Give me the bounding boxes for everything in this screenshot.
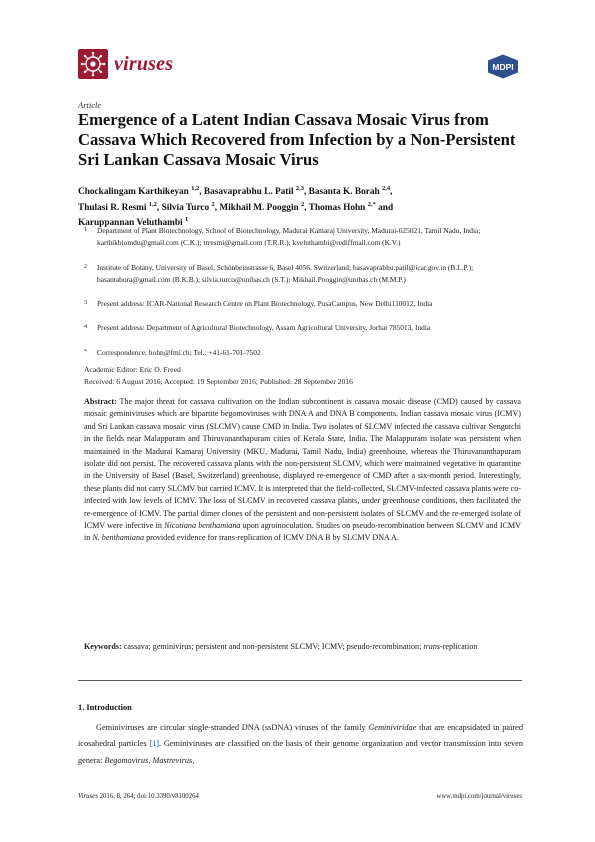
footer-citation: Viruses 2016, 8, 264; doi:10.3390/v8100264 xyxy=(78,793,199,800)
affiliation xyxy=(84,225,524,261)
author[interactable]: Thomas Hohn $^{2,*}$ xyxy=(308,200,376,213)
author[interactable]: Basavaprabhu L. Patil $^{2,3}$ xyxy=(203,185,305,198)
affiliation xyxy=(84,322,524,346)
section-divider xyxy=(78,680,522,681)
mdpi-logo-icon[interactable] xyxy=(487,54,519,79)
virus-logo-icon xyxy=(78,49,108,79)
section-heading: 1. Introduction xyxy=(78,703,132,712)
author[interactable]: Mikhail M. Pooggin $^2$ xyxy=(219,200,305,213)
correspondence xyxy=(84,347,524,359)
article-title: Emergence of a Latent Indian Cassava Mosaic Virus from Cassava Which Recovered from Infection by a Non-Persistent Sri Lankan Cassava Mosaic Virus xyxy=(78,110,516,169)
affiliation-marker: * xyxy=(84,349,87,355)
affiliation-marker: 4 xyxy=(84,324,87,330)
abstract-label: Abstract: xyxy=(84,397,117,406)
affiliation-marker: 3 xyxy=(84,300,87,306)
author-list xyxy=(78,183,528,230)
author-line-2: Thulasi R. Resmi $^{1,2}$, Silvia Turco $^2$, Mikhail M. Pooggin $^2$, Thomas Hohn $^{2,*}$ and xyxy=(78,200,394,213)
article-type: Article xyxy=(78,100,102,110)
author[interactable]: Karuppannan Veluthambi $^1$ xyxy=(78,216,189,229)
affiliation-marker: 2 xyxy=(84,264,87,270)
author[interactable]: Thulasi R. Resmi $^{1,2}$ xyxy=(78,200,157,213)
citation-link[interactable]: [1] xyxy=(149,739,160,749)
author[interactable]: Chockalingam Karthikeyan $^{1,2}$ xyxy=(78,185,200,198)
author[interactable]: Basanta K. Borah $^{2,4}$ xyxy=(308,185,391,198)
publication-dates: Received: 6 August 2016; Accepted: 19 September 2016; Published: 28 September 2016 xyxy=(84,377,353,386)
keywords: Keywords: cassava; geminivirus; persistent and non-persistent SLCMV; ICMV; pseudo-recombination; trans-replication xyxy=(84,642,478,651)
keywords-text: cassava; geminivirus; persistent and non-persistent SLCMV; ICMV; pseudo-recombination; xyxy=(123,642,422,651)
academic-editor: Academic Editor: Eric O. Freed xyxy=(84,365,181,374)
keywords-label: Keywords: xyxy=(84,642,122,651)
author[interactable]: Silvia Turco $^2$ xyxy=(161,200,215,213)
journal-name[interactable]: viruses xyxy=(114,53,174,75)
affiliation-marker: 1 xyxy=(84,227,87,233)
abstract: Abstract: The major threat for cassava cultivation on the Indian subcontinent is cassava mosaic disease (CMD) caused by cassava mosaic geminiviruses which are bipartite begomoviruses with DNA A and DNA B components. Indian cassava mosaic virus (ICMV) and Sri Lankan cassava mosaic virus (SLCMV) cause CMD in India. Two isolates of SLCMV infected the cassava cultivar Sengutchi in the fields near Malappuram and Thiruvananthapuram cities of Kerala State, India. The Malappuram isolate was persistent when maintained in the Madurai Kamaraj University (MKU, Madurai, Tamil Nadu, India) greenhouse, whereas the Thiruvananthapuram isolate did not persist. The recovered cassava plants with the non-persistent SLCMV, which were maintained vegetative in quarantine in the University of Basel (Basel, Switzerland) greenhouse, displayed re-emergence of CMD after a six-month period. Interestingly, these plants did not carry SLCMV but carried ICMV. It is interpreted that the field-collected, SLCMV-infected cassava plants were co-infected with low levels of ICMV. The loss of SLCMV in recovered cassava plants, under greenhouse conditions, then facilitated the re-emergence of ICMV. The partial dimer clones of the persistent and non-persistent isolates of SLCMV and the re-emerged isolate of ICMV were infective in Nicotiana benthamiana upon agroinoculation. Studies on pseudo-recombination between SLCMV and ICMV in N. benthamiana provided evidence for trans-replication of ICMV DNA B by SLCMV DNA A. xyxy=(84,397,521,543)
author-line-1: Chockalingam Karthikeyan $^{1,2}$, Basavaprabhu L. Patil $^{2,3}$, Basanta K. Borah $^{2,4}$, xyxy=(78,185,393,198)
mdpi-logo-text: MDPI xyxy=(492,62,514,72)
affiliation-text: Present address: ICAR-National Research Centre on Plant Biotechnology, PusaCampus, New Delhi110012, India xyxy=(97,299,433,308)
footer-journal-url[interactable]: www.mdpi.com/journal/viruses xyxy=(436,793,522,800)
correspondence-text[interactable]: Correspondence: hohn@fmi.ch; Tel.: +41-61-701-7502 xyxy=(97,348,261,357)
affiliation-text: Institute of Botany, University of Basel, Schönbeinstrasse 6, Basel 4056, Switzerland; basavaprabhu.patil@icar.gov.in (B.L.P.); basantabora@gmail.com (B.K.B.); silvia.turco@unibas.ch (S.T.); Mikhail.Pooggin@unibas.ch (M.M.P.) xyxy=(97,263,474,284)
affiliation xyxy=(84,298,524,322)
introduction-paragraph: Geminiviruses are circular single-stranded DNA (ssDNA) viruses of the family Geminiviridae that are encapsidated in paired icosahedral particles [1]. Geminiviruses are classified on the basis of their genome organization and vector transmission into seven genera: Begomovirus, Mastrevirus, xyxy=(78,723,524,765)
affiliation-text: Present address: Department of Agricultural Biotechnology, Assam Agricultural University, Jorhat 785013, India xyxy=(97,323,431,332)
affiliation xyxy=(84,262,524,298)
affiliation-text: Department of Plant Biotechnology, School of Biotechnology, Madurai Kamaraj University, Madurai-625021, Tamil Nadu, India; karthikbiomdu@gmail.com (C.K.); trresmi@gmail.com (T.R.R.); kveluthambi@rediffmail.com (K.V.) xyxy=(97,226,481,247)
abstract-text: The major threat for cassava cultivation on the Indian subcontinent is cassava mosaic disease (CMD) caused by cassava mosaic geminiviruses which are bipartite begomoviruses with DNA A and DNA B components. Indian cassava mosaic virus (ICMV) and Sri Lankan cassava mosaic virus (SLCMV) cause CMD in India. Two isolates of SLCMV infected the cassava cultivar Sengutchi in the fields near Malappuram and Thiruvananthapuram cities of Kerala State, India. The Malappuram isolate was persistent when maintained in the Madurai Kamaraj University (MKU, Madurai, Tamil Nadu, India) greenhouse, whereas the Thiruvananthapuram isolate did not persist. The recovered cassava plants with the non-persistent SLCMV, which were maintained vegetative in quarantine in the University of Basel (Basel, Switzerland) greenhouse, displayed re-emergence of CMD after a six-month period. Interestingly, these plants did not carry SLCMV but carried ICMV. It is interpreted that the field-collected, SLCMV-infected cassava plants were co-infected with low levels of ICMV. The loss of SLCMV in recovered cassava plants, under greenhouse conditions, then facilitated the re-emergence of ICMV. The partial dimer clones of the persistent and non-persistent isolates of SLCMV and the re-emerged isolate of ICMV were infective in xyxy=(84,397,521,531)
